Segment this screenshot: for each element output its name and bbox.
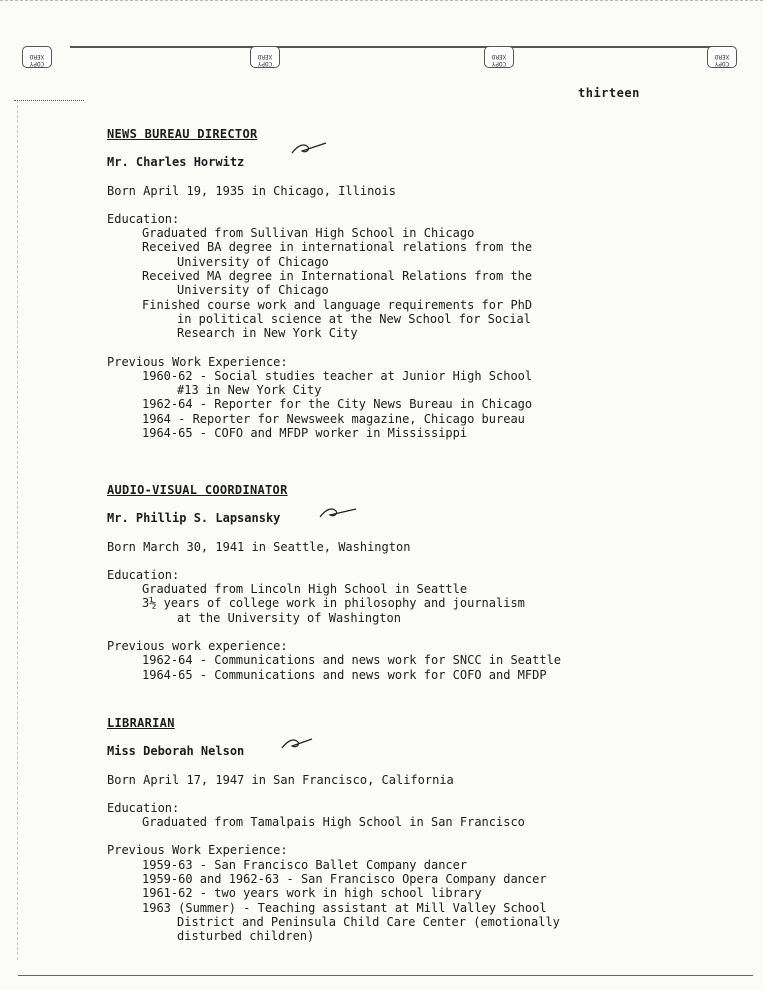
stamp-line: XERO <box>491 53 507 60</box>
education-item: Graduated from Sullivan High School in Chicago <box>142 226 475 241</box>
education-label: Education: <box>107 800 180 815</box>
education-item: Received MA degree in International Relations from the <box>142 269 533 284</box>
education-item: 3½ years of college work in philosophy and journalism <box>142 596 525 611</box>
education-item: Graduated from Tamalpais High School in San Francisco <box>142 815 525 830</box>
education-item-continued: in political science at the New School for Social <box>177 311 532 326</box>
margin-line <box>17 100 18 960</box>
section-heading: LIBRARIAN <box>107 716 175 730</box>
birth-info: Born April 17, 1947 in San Francisco, California <box>107 772 454 787</box>
stamp-line: XERO <box>714 53 730 60</box>
staff-section <box>107 716 667 944</box>
handwritten-check-mark <box>280 736 320 750</box>
section-heading: NEWS BUREAU DIRECTOR <box>107 127 258 141</box>
xero-copy-stamp <box>484 46 514 68</box>
education-item-continued: Research in New York City <box>177 326 358 341</box>
experience-item: 1959-60 and 1962-63 - San Francisco Opera Company dancer <box>142 872 547 887</box>
staff-section <box>107 127 667 440</box>
stamp-line: COPY <box>491 60 507 67</box>
birth-info: Born March 30, 1941 in Seattle, Washington <box>107 539 411 554</box>
experience-label: Previous Work Experience: <box>107 354 288 369</box>
stamp-line: COPY <box>714 60 730 67</box>
education-item-continued: at the University of Washington <box>177 610 401 625</box>
birth-info: Born April 19, 1935 in Chicago, Illinois <box>107 183 396 198</box>
education-label: Education: <box>107 567 180 582</box>
experience-item: 1963 (Summer) - Teaching assistant at Mill Valley School <box>142 900 547 915</box>
corner-mark <box>14 100 84 101</box>
education-item: Received BA degree in international relations from the <box>142 240 533 255</box>
xero-copy-stamp <box>707 46 737 68</box>
stamp-line: COPY <box>29 60 45 67</box>
page-edge <box>0 0 763 1</box>
handwritten-check-mark <box>318 505 358 519</box>
experience-item: 1964 - Reporter for Newsweek magazine, Chicago bureau <box>142 411 525 426</box>
experience-item-continued: #13 in New York City <box>177 383 322 398</box>
experience-label: Previous work experience: <box>107 639 288 654</box>
stamp-line: XERO <box>29 53 45 60</box>
xero-copy-stamp <box>250 46 280 68</box>
education-item-continued: University of Chicago <box>177 254 329 269</box>
experience-label: Previous Work Experience: <box>107 843 288 858</box>
stamp-line: XERO <box>257 53 273 60</box>
header-rule <box>70 46 723 48</box>
stamp-line: COPY <box>257 60 273 67</box>
experience-item: 1962-64 - Communications and news work for SNCC in Seattle <box>142 653 562 668</box>
staff-name: Mr. Charles Horwitz <box>107 155 245 170</box>
education-item: Finished course work and language requirements for PhD <box>142 297 533 312</box>
staff-section <box>107 483 667 682</box>
experience-item: 1962-64 - Reporter for the City News Bureau in Chicago <box>142 397 533 412</box>
education-item: Graduated from Lincoln High School in Seattle <box>142 582 468 597</box>
page-number: thirteen <box>578 86 640 100</box>
experience-item: 1960-62 - Social studies teacher at Junior High School <box>142 368 533 383</box>
experience-item-continued: disturbed children) <box>177 929 315 944</box>
experience-item: 1961-62 - two years work in high school library <box>142 886 482 901</box>
xero-copy-stamp <box>22 46 52 68</box>
staff-name: Miss Deborah Nelson <box>107 744 245 759</box>
section-heading: AUDIO-VISUAL COORDINATOR <box>107 483 288 497</box>
experience-item-continued: District and Peninsula Child Care Center (emotionally <box>177 914 560 929</box>
experience-item: 1964-65 - Communications and news work for COFO and MFDP <box>142 667 547 682</box>
staff-name: Mr. Phillip S. Lapsansky <box>107 511 281 526</box>
handwritten-check-mark <box>290 141 330 155</box>
education-label: Education: <box>107 211 180 226</box>
footer-rule <box>18 975 753 976</box>
experience-item: 1959-63 - San Francisco Ballet Company dancer <box>142 857 468 872</box>
education-item-continued: University of Chicago <box>177 283 329 298</box>
experience-item: 1964-65 - COFO and MFDP worker in Mississippi <box>142 426 468 441</box>
